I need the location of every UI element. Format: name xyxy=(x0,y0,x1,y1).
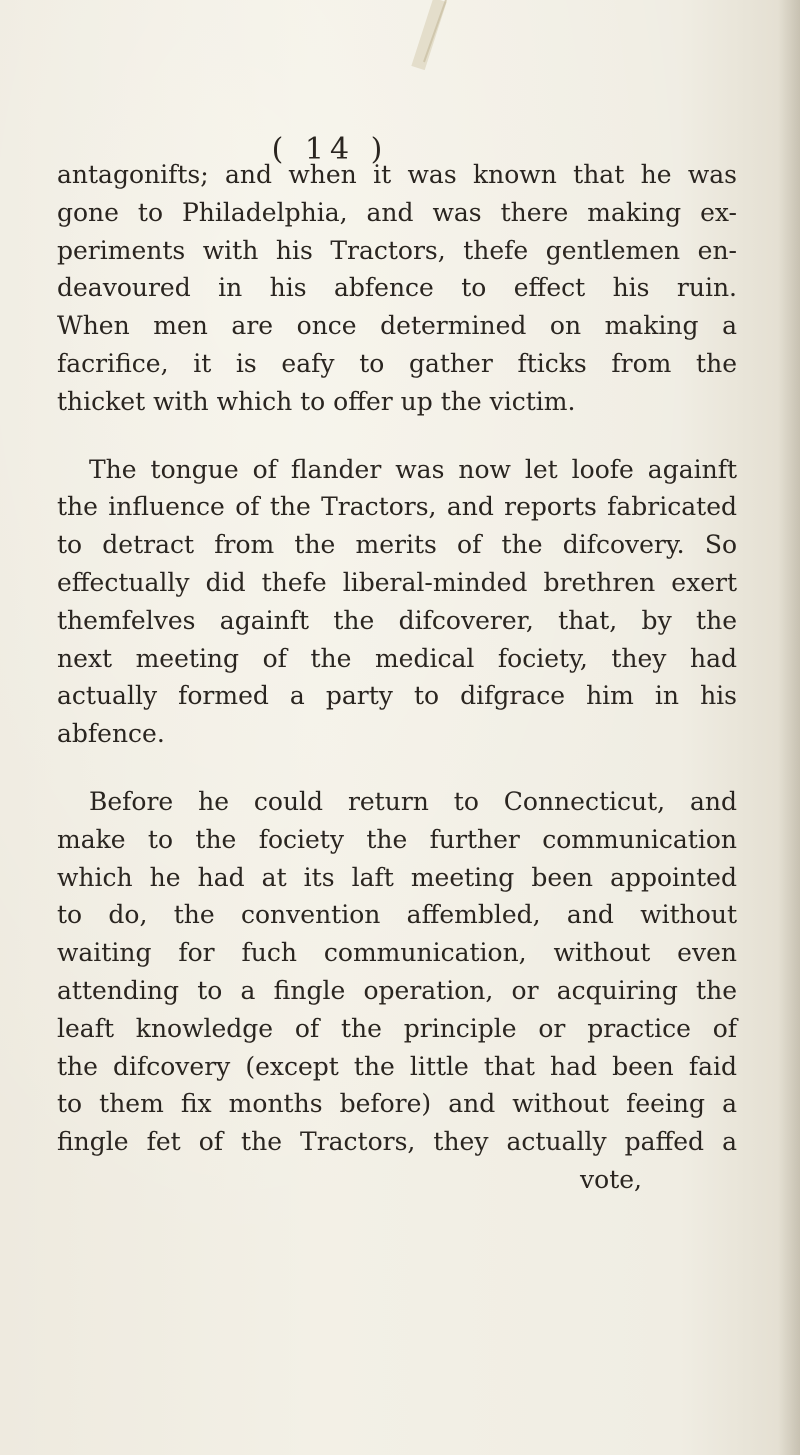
text-line: When men are once determined on making a xyxy=(57,311,737,341)
text-line: to detract from the merits of the difcovery. So xyxy=(57,530,737,560)
text-line: attending to a fingle operation, or acquiring the xyxy=(57,975,737,1005)
text-line: deavoured in his abfence to effect his ruin. xyxy=(57,273,737,303)
paragraph-2 xyxy=(57,451,737,753)
text-line: to them fix months before) and without feeing a xyxy=(57,1089,737,1119)
text-line: thicket with which to offer up the victim. xyxy=(57,386,576,416)
text-line: make to the fociety the further communication xyxy=(57,824,737,854)
text-line: The tongue of flander was now let loofe againft xyxy=(89,454,737,484)
text-line: themfelves againft the difcoverer, that, by the xyxy=(57,605,737,635)
text-line: gone to Philadelphia, and was there making ex- xyxy=(57,197,737,227)
body-text xyxy=(57,156,737,1199)
text-line: the influence of the Tractors, and reports fabricated xyxy=(57,492,737,522)
paragraph-3 xyxy=(57,783,737,1199)
text-line: effectually did thefe liberal-minded brethren exert xyxy=(57,567,737,597)
text-line: fingle fet of the Tractors, they actually paffed a xyxy=(57,1127,737,1157)
page-edge-shadow xyxy=(778,0,800,1455)
text-line: abfence. xyxy=(57,719,165,749)
paragraph-1 xyxy=(57,156,737,421)
catchword: vote, xyxy=(580,1164,642,1194)
page-number: ( 14 ) xyxy=(271,132,389,167)
text-line: antagonifts; and when it was known that he was xyxy=(57,160,737,189)
text-line: periments with his Tractors, thefe gentlemen en- xyxy=(57,235,737,265)
text-line: waiting for fuch communication, without even xyxy=(57,938,737,968)
text-line: leaft knowledge of the principle or practice of xyxy=(57,1013,737,1043)
text-line: next meeting of the medical fociety, they had xyxy=(57,643,737,673)
text-line: facrifice, it is eafy to gather fticks from the xyxy=(57,348,737,378)
text-line: which he had at its laft meeting been appointed xyxy=(57,862,737,892)
text-line: actually formed a party to difgrace him in his xyxy=(57,681,737,711)
text-line: the difcovery (except the little that had been faid xyxy=(57,1051,737,1081)
page-fold-mark xyxy=(380,0,500,70)
text-line: Before he could return to Connecticut, and xyxy=(89,786,737,816)
text-line: to do, the convention affembled, and without xyxy=(57,900,737,930)
